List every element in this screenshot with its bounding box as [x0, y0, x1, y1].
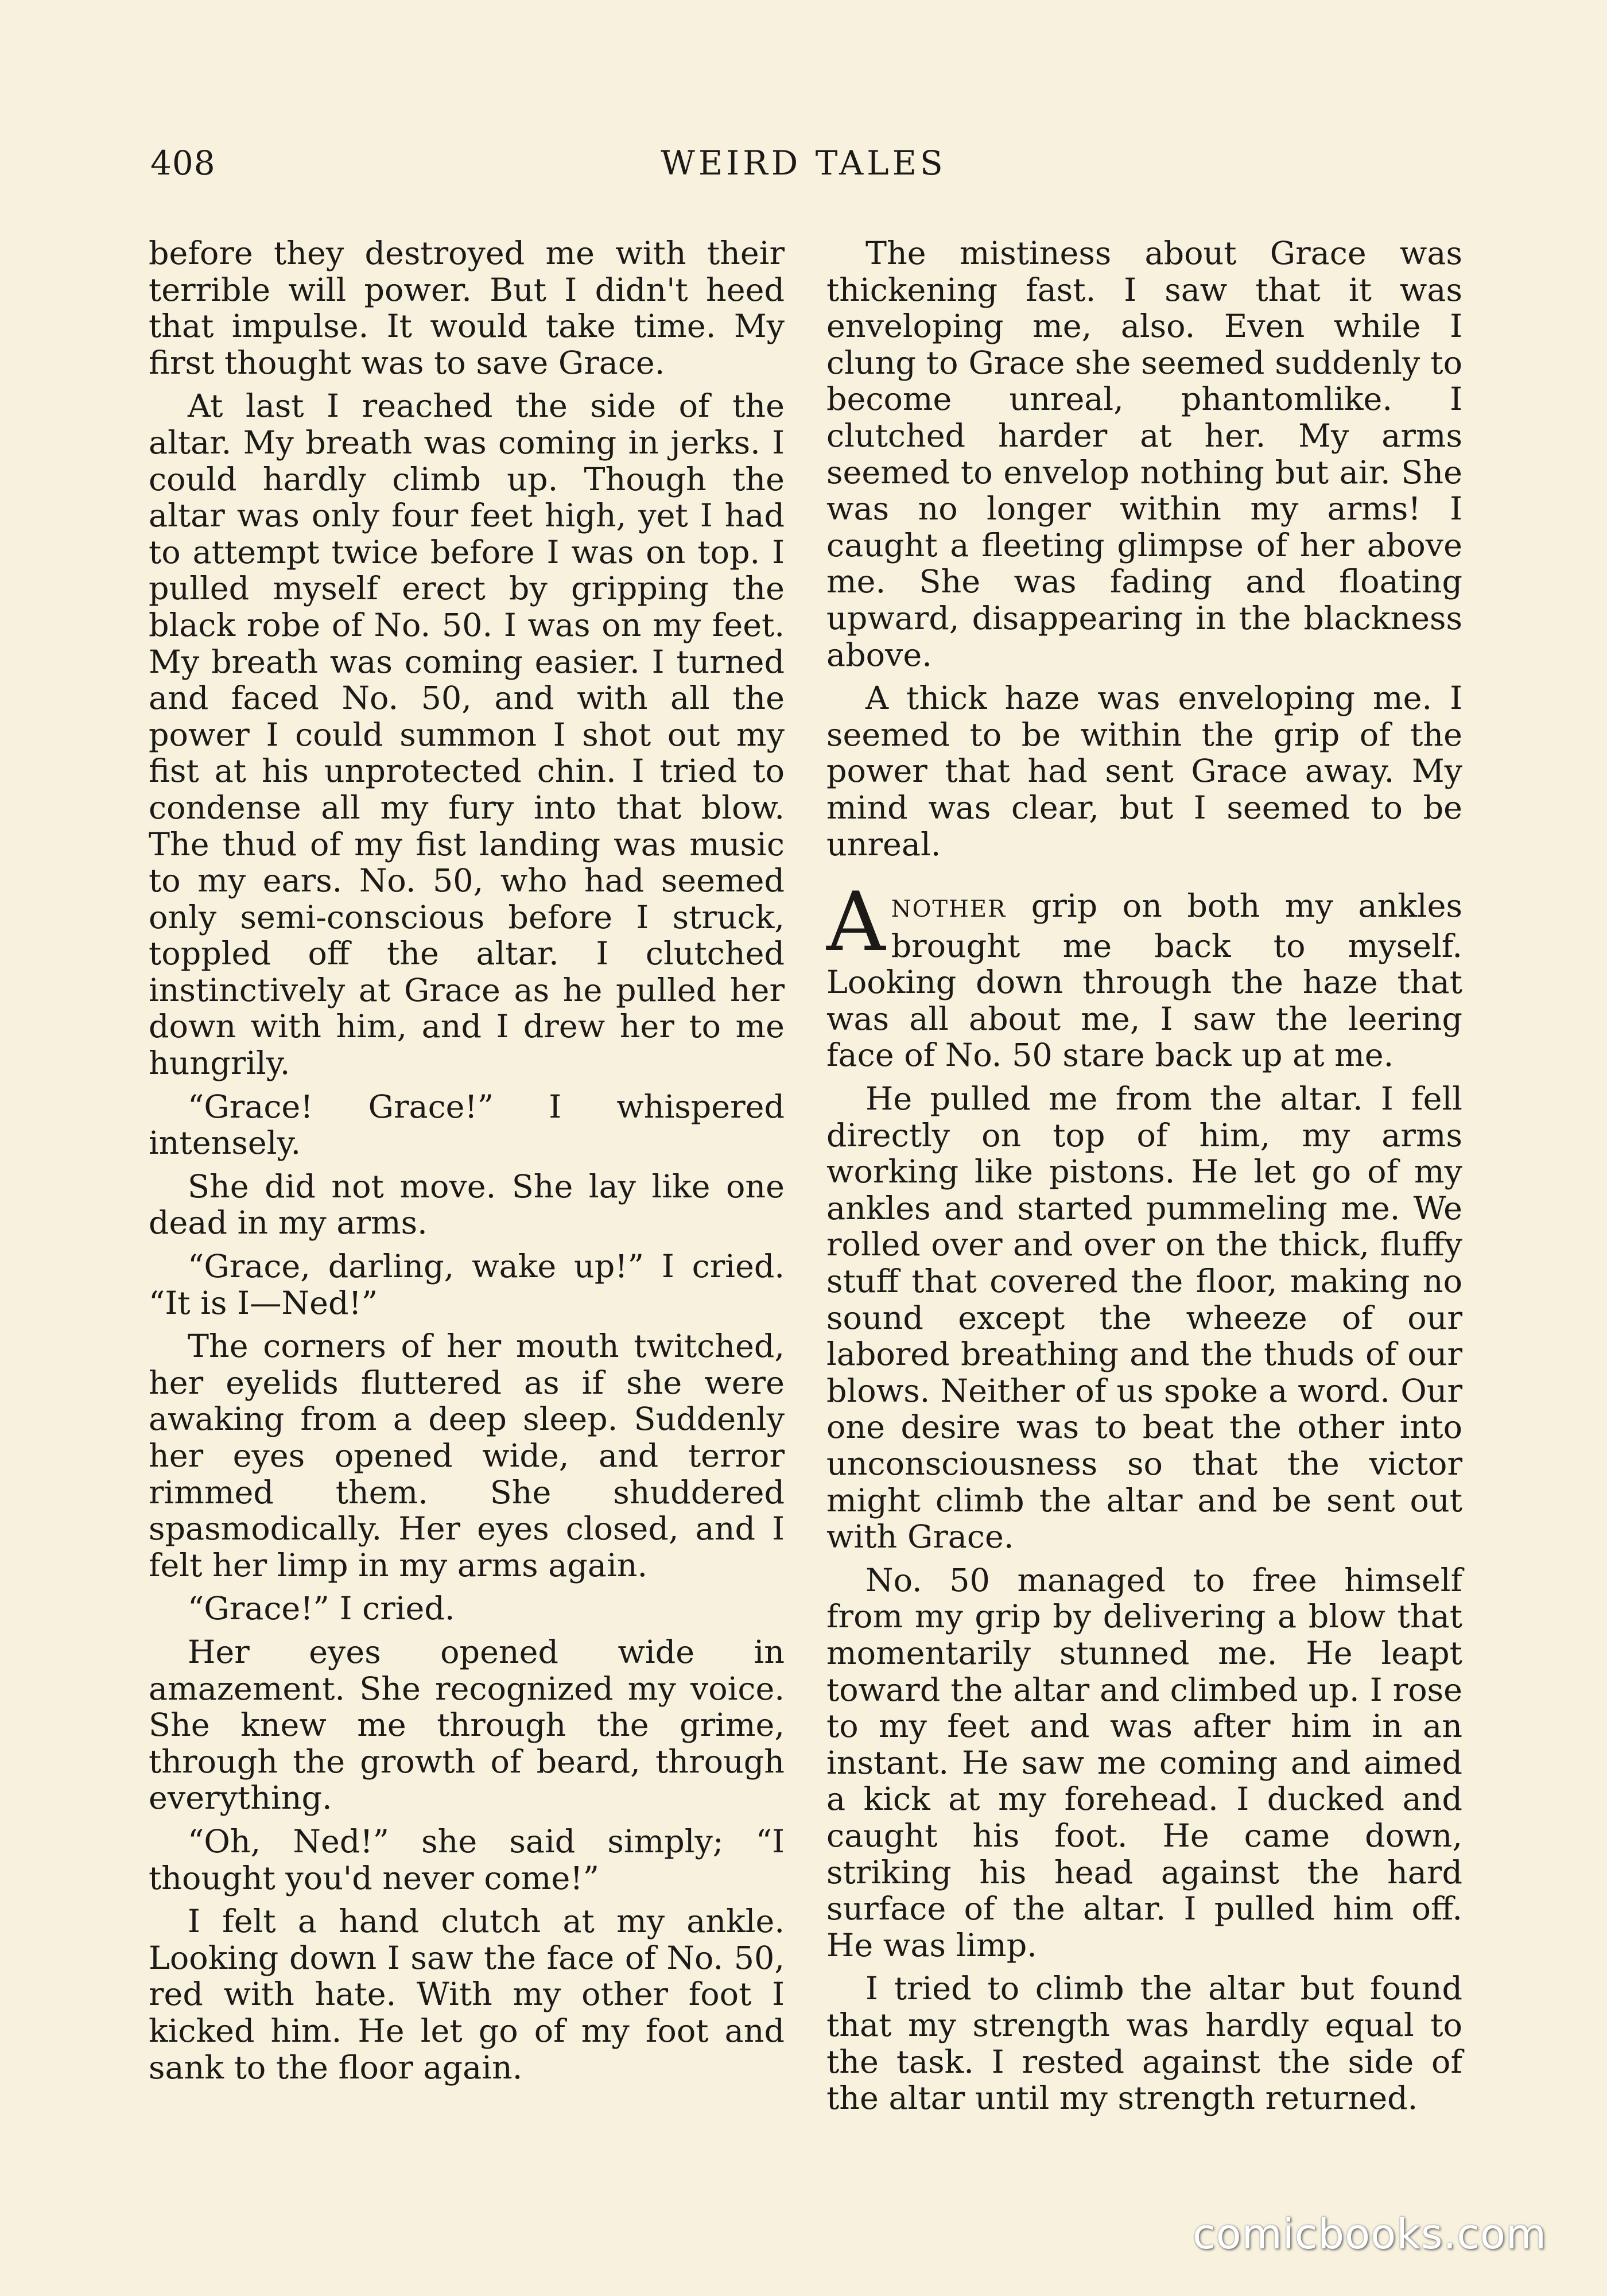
section-opening-paragraph [826, 875, 1462, 1075]
drop-cap: A [826, 875, 886, 970]
paragraph: before they destroyed me with their terrible will power. But I didn't heed that impulse. It would take time. My first thought was to save Grace. [149, 235, 785, 382]
left-column [149, 235, 785, 2093]
paragraph: “Grace! Grace!” I whispered intensely. [149, 1088, 785, 1162]
paragraph: She did not move. She lay like one dead in my arms. [149, 1168, 785, 1242]
paragraph: No. 50 managed to free himself from my grip by delivering a blow that momentarily stunned me. He leapt toward the altar and climbed up. I rose to my feet and was after him in an instant. He saw me coming and aimed a kick at my forehead. I ducked and caught his foot. He came down, striking his head against the hard surface of the altar. I pulled him off. He was limp. [826, 1561, 1462, 1964]
paragraph: He pulled me from the altar. I fell directly on top of him, my arms working like pistons. He let go of my ankles and started pummeling me. We rolled over and over on the thick, fluffy stuff that covered the floor, making no sound except the wheeze of our labored breathing and the thuds of our blows. Neither of us spoke a word. Our one desire was to beat the other into unconsciousness so that the victor might climb the altar and be sent out with Grace. [826, 1080, 1462, 1556]
paragraph: The corners of her mouth twitched, her eyelids fluttered as if she were awaking from a deep sleep. Suddenly her eyes opened wide, and terror rimmed them. She shuddered spasmodically. Her eyes closed, and I felt her limp in my arms again. [149, 1328, 785, 1584]
section-first-text: grip on both my ankles brought me back to myself. Looking down through the haze that was all about me, I saw the leering face of No. 50 stare back up at me. [826, 887, 1462, 1075]
page-header [150, 144, 1457, 184]
right-column [826, 235, 1462, 2124]
paragraph: I tried to climb the altar but found that my strength was hardly equal to the task. I rested against the side of the altar until my strength returned. [826, 1970, 1462, 2117]
paragraph: The mistiness about Grace was thickening fast. I saw that it was enveloping me, also. Even while I clung to Grace she seemed suddenly to become unreal, phantomlike. I clutched harder at her. My arms seemed to envelop nothing but air. She was no longer within my arms! I caught a fleeting glimpse of her above me. She was fading and floating upward, disappearing in the blackness above. [826, 235, 1462, 674]
paragraph: “Grace!” I cried. [188, 1590, 455, 1628]
paragraph: “Oh, Ned!” she said simply; “I thought you'd never come!” [149, 1822, 785, 1897]
small-caps-lead: NOTHER [891, 896, 1007, 923]
paragraph: At last I reached the side of the altar. My breath was coming in jerks. I could hardly climb up. Though the altar was only four feet high, yet I had to attempt twice before I was on top. I pulled myself erect by gripping the black robe of No. 50. I was on my feet. My breath was coming easier. I turned and faced No. 50, and with all the power I could summon I shot out my fist at his unprotected chin. I tried to condense all my fury into that blow. The thud of my fist landing was music to my ears. No. 50, who had seemed only semi-conscious before I struck, toppled off the altar. I clutched instinctively at Grace as he pulled her down with him, and I drew her to me hungrily. [149, 387, 785, 1083]
watermark: comicbooks.com [1193, 2210, 1547, 2258]
page-number: 408 [150, 144, 216, 183]
running-head: WEIRD TALES [661, 144, 946, 183]
paragraph: “Grace, darling, wake up!” I cried. “It is I—Ned!” [149, 1248, 785, 1322]
paragraph: A thick haze was enveloping me. I seemed to be within the grip of the power that had sent Grace away. My mind was clear, but I seemed to be unreal. [826, 680, 1462, 863]
paragraph: I felt a hand clutch at my ankle. Looking down I saw the face of No. 50, red with hate. With my other foot I kicked him. He let go of my foot and sank to the floor again. [149, 1903, 785, 2086]
paragraph: Her eyes opened wide in amazement. She recognized my voice. She knew me through the grime, through the growth of beard, through everything. [149, 1633, 785, 1817]
